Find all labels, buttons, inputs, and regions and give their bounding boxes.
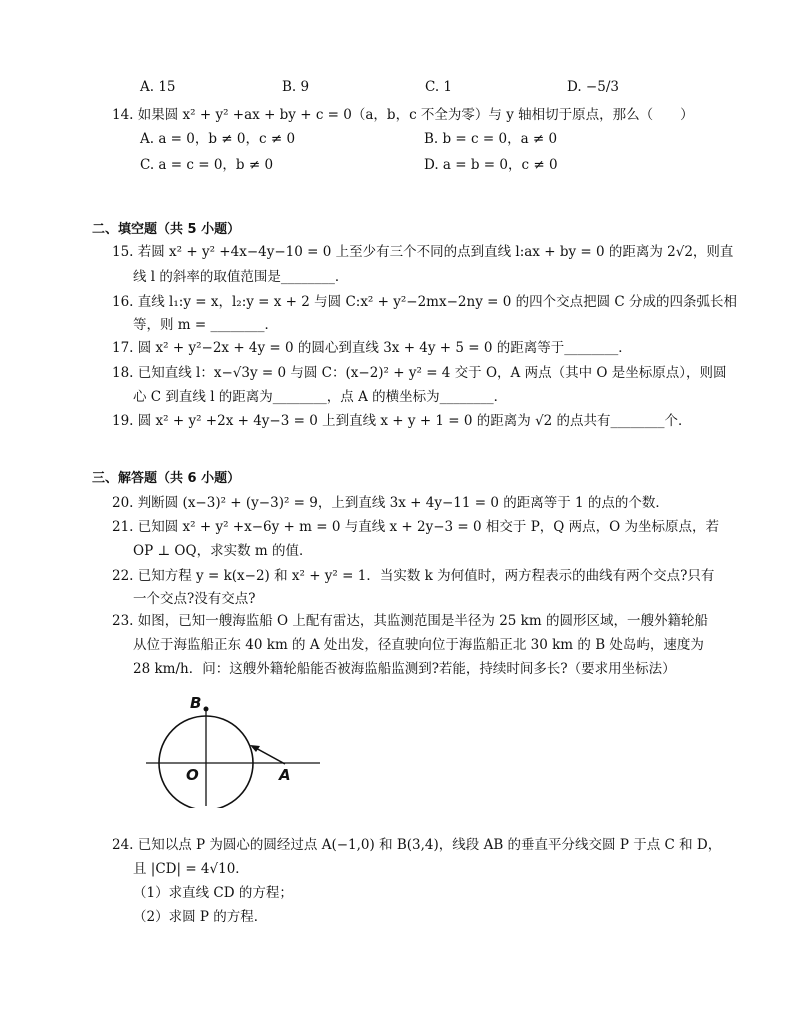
q18-line-2: 心 C 到直线 l 的距离为________，点 A 的横坐标为________． xyxy=(133,389,508,405)
q23-line-2: 从位于海监船正东 40 km 的 A 处出发，径直驶向位于海监船正北 30 km 的 B 处岛屿，速度为 xyxy=(133,637,704,653)
q24-part-2: （2）求圆 P 的方程． xyxy=(133,909,268,925)
label-o: O xyxy=(186,766,199,784)
radar-figure xyxy=(138,688,328,812)
q13-option-c: C. 1 xyxy=(425,79,453,95)
q14-option-d: D. a = b = 0，c ≠ 0 xyxy=(424,157,558,173)
q18-line-1: 18. 已知直线 l：x−√3y = 0 与圆 C：(x−2)² + y² = 4 交于 O，A 两点（其中 O 是坐标原点），则圆 xyxy=(112,365,727,381)
q15-line-2: 线 l 的斜率的取值范围是________． xyxy=(133,269,349,285)
radar-diagram xyxy=(138,688,328,808)
q19: 19. 圆 x² + y² +2x + 4y−3 = 0 上到直线 x + y + 1 = 0 的距离为 √2 的点共有________个． xyxy=(112,413,692,429)
q22-line-2: 一个交点?没有交点? xyxy=(133,591,256,607)
q21-line-1: 21. 已知圆 x² + y² +x−6y + m = 0 与直线 x + 2y−3 = 0 相交于 P，Q 两点，O 为坐标原点，若 xyxy=(112,519,720,535)
q15-line-1: 15. 若圆 x² + y² +4x−4y−10 = 0 上至少有三个不同的点到直线 l:ax + by = 0 的距离为 2√2，则直 xyxy=(112,244,734,260)
q13-option-a: A. 15 xyxy=(140,79,176,95)
q13-option-b: B. 9 xyxy=(282,79,310,95)
label-a: A xyxy=(279,766,291,784)
q23-line-3: 28 km/h．问：这艘外籍轮船能否被海监船监测到?若能，持续时间多长?（要求用坐标法） xyxy=(133,661,676,677)
ship-path-arrow xyxy=(254,747,285,764)
q24-line-2: 且 |CD| = 4√10． xyxy=(133,861,249,877)
q24-part-1: （1）求直线 CD 的方程； xyxy=(133,885,293,901)
label-b: B xyxy=(190,694,202,712)
q16-line-1: 16. 直线 l₁:y = x，l₂:y = x + 2 与圆 C:x² + y²−2mx−2ny = 0 的四个交点把圆 C 分成的四条弧长相 xyxy=(112,294,738,310)
q20: 20. 判断圆 (x−3)² + (y−3)² = 9，上到直线 3x + 4y−11 = 0 的距离等于 1 的点的个数． xyxy=(112,495,669,511)
q23-line-1: 23. 如图，已知一艘海监船 O 上配有雷达，其监测范围是半径为 25 km 的圆形区域，一艘外籍轮船 xyxy=(112,613,708,629)
section-2-title: 二、填空题（共 5 小题） xyxy=(92,222,241,237)
q13-option-d: D. −5/3 xyxy=(567,79,619,95)
q14-stem: 14. 如果圆 x² + y² +ax + by + c = 0（a，b，c 不全为零）与 y 轴相切于原点，那么（ ） xyxy=(112,107,694,123)
section-3-title: 三、解答题（共 6 小题） xyxy=(92,471,241,486)
q14-option-b: B. b = c = 0，a ≠ 0 xyxy=(424,131,558,147)
point-b xyxy=(204,707,209,712)
q14-option-c: C. a = c = 0，b ≠ 0 xyxy=(140,157,274,173)
q16-line-2: 等，则 m = ________． xyxy=(133,317,278,333)
q17: 17. 圆 x² + y²−2x + 4y = 0 的圆心到直线 3x + 4y + 5 = 0 的距离等于________． xyxy=(112,340,632,356)
q21-line-2: OP ⊥ OQ，求实数 m 的值． xyxy=(133,543,313,559)
q22-line-1: 22. 已知方程 y = k(x−2) 和 x² + y² = 1．当实数 k 为何值时，两方程表示的曲线有两个交点?只有 xyxy=(112,568,715,584)
q14-option-a: A. a = 0，b ≠ 0，c ≠ 0 xyxy=(140,131,296,147)
q24-line-1: 24. 已知以点 P 为圆心的圆经过点 A(−1,0) 和 B(3,4)，线段 AB 的垂直平分线交圆 P 于点 C 和 D， xyxy=(112,837,722,853)
